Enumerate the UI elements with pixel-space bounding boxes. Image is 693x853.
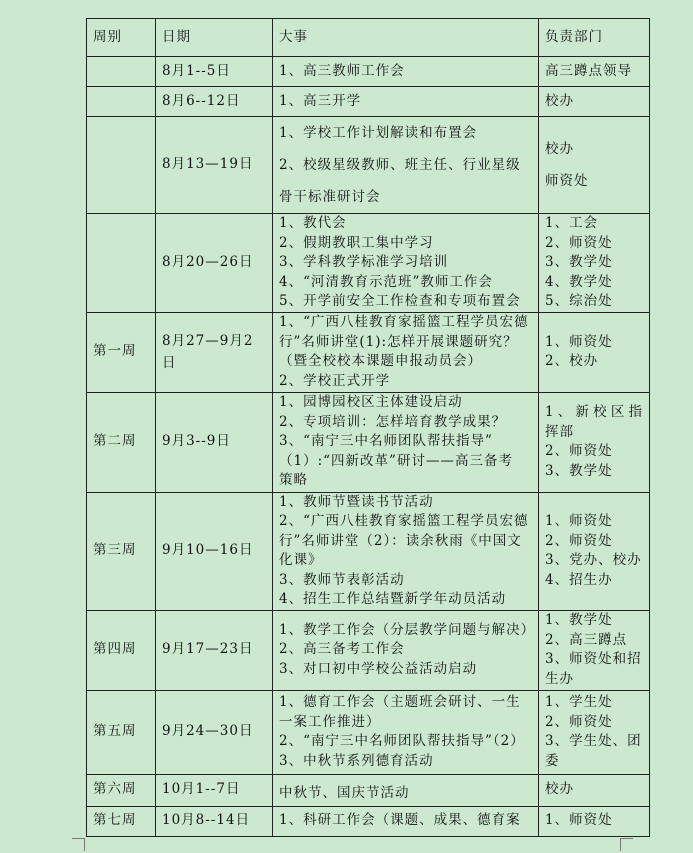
event-line: 1、科研工作会（课题、成果、德育案 (279, 812, 521, 829)
header-week: 周别 (87, 19, 156, 57)
table-row (87, 392, 650, 492)
event-line: 3、“南宁三中名师团队帮扶指导” (279, 433, 493, 450)
dept-cell (539, 214, 650, 313)
dept-line: 1、教学处 (545, 612, 613, 628)
event-line: 2、校级星级教师、班主任、行业星级 (279, 157, 521, 173)
header-date: 日期 (156, 19, 273, 57)
event-line: 1、园博园校区主体建设启动 (279, 394, 463, 411)
dept-line: 师资处 (545, 173, 589, 189)
dept-line: 2、师资处 (545, 532, 613, 549)
event-cell (273, 392, 539, 492)
table-row (87, 690, 650, 774)
week-cell: 第四周 (87, 610, 156, 690)
event-cell (273, 774, 539, 806)
date-cell: 9月24—30日 (156, 690, 273, 774)
week-cell: 第一周 (87, 312, 156, 392)
date-cell: 9月10—16日 (156, 492, 273, 610)
event-line: 一案工作推进） (279, 713, 381, 730)
dept-cell (539, 87, 650, 117)
table-row (87, 117, 650, 214)
week-cell: 第二周 (87, 392, 156, 492)
event-cell (273, 492, 539, 610)
header-row (87, 19, 650, 57)
event-line: 4、“河清教育示范班”教师工作会 (279, 273, 493, 290)
event-line: 1、高三教师工作会 (279, 62, 405, 79)
dept-cell (539, 492, 650, 610)
event-line: 3、对口初中学校公益活动启动 (279, 660, 478, 677)
dept-line: 1、新校区指 (545, 404, 643, 420)
event-line: 3、教师节表彰活动 (279, 571, 405, 588)
dept-line: 2、校办 (545, 353, 599, 369)
date-cell: 8月27—9月2日 (156, 312, 273, 392)
dept-line: 校办 (545, 781, 574, 798)
dept-line: 高三蹲点领导 (545, 62, 632, 79)
event-line: 3、学科教学标准学习培训 (279, 254, 449, 270)
week-cell: 第七周 (87, 806, 156, 836)
event-cell (273, 806, 539, 836)
event-line: 行”名师讲堂(1):怎样开展课题研究？ (279, 333, 518, 350)
dept-line: 生办 (545, 670, 574, 687)
week-cell: 第六周 (87, 774, 156, 806)
dept-cell (539, 690, 650, 774)
dept-cell (539, 806, 650, 836)
table-row (87, 214, 650, 313)
schedule-table (86, 18, 650, 837)
dept-line: 3、教学处 (545, 462, 613, 479)
event-line: 化课》 (279, 552, 323, 568)
event-line: （暨全校校本课题申报动员会） (279, 353, 482, 369)
table-row (87, 312, 650, 392)
event-cell (273, 690, 539, 774)
week-cell (87, 57, 156, 87)
event-line: 5、开学前安全工作检查和专项布置会 (279, 293, 521, 309)
date-cell: 8月6--12日 (156, 87, 273, 117)
header-event: 大事 (273, 19, 539, 57)
event-cell (273, 117, 539, 214)
dept-cell (539, 117, 650, 214)
week-cell (87, 214, 156, 313)
dept-line: 2、师资处 (545, 443, 613, 459)
event-line: 2、专项培训：怎样培育教学成果？ (279, 413, 507, 430)
event-line: （1）:“四新改革”研讨——高三备考 (279, 452, 513, 469)
date-cell: 8月1--5日 (156, 57, 273, 87)
event-line: 2、高三备考工作会 (279, 641, 405, 658)
dept-line: 3、党办、校办 (545, 552, 642, 568)
dept-cell (539, 610, 650, 690)
dept-line: 1、工会 (545, 215, 599, 231)
event-line: 2、学校正式开学 (279, 372, 391, 389)
dept-line: 校办 (545, 141, 574, 157)
dept-line: 2、师资处 (545, 713, 613, 730)
event-cell (273, 610, 539, 690)
date-cell: 8月20—26日 (156, 214, 273, 313)
date-cell: 9月17—23日 (156, 610, 273, 690)
event-line: 骨干标准研讨会 (279, 189, 381, 205)
dept-line: 1、学生处 (545, 694, 613, 710)
event-line: 策略 (279, 472, 308, 489)
dept-cell (539, 312, 650, 392)
dept-line: 3、学生处、团 (545, 733, 642, 749)
dept-cell (539, 57, 650, 87)
table-row (87, 774, 650, 806)
date-cell: 8月13—19日 (156, 117, 273, 214)
dept-line: 1、师资处 (545, 812, 613, 829)
event-line: 1、“广西八桂教育家摇篮工程学员宏德 (279, 314, 529, 330)
event-line: 2、假期教职工集中学习 (279, 234, 434, 251)
event-cell (273, 312, 539, 392)
event-line: 1、德育工作会（主题班会研讨、一生 (279, 694, 521, 710)
event-line: 1、学校工作计划解读和布置会 (279, 125, 478, 141)
dept-line: 3、师资处和招 (545, 651, 642, 667)
dept-line: 2、师资处 (545, 234, 613, 251)
dept-cell (539, 392, 650, 492)
date-cell: 9月3--9日 (156, 392, 273, 492)
table-row (87, 87, 650, 117)
date-cell: 10月1--7日 (156, 774, 273, 806)
week-cell: 第五周 (87, 690, 156, 774)
table-row (87, 57, 650, 87)
event-cell (273, 57, 539, 87)
dept-line: 4、教学处 (545, 273, 613, 290)
event-line: 2、“南宁三中名师团队帮扶指导”（2） (279, 733, 525, 749)
table-row (87, 610, 650, 690)
week-cell (87, 117, 156, 214)
dept-line: 挥部 (545, 423, 574, 440)
page-corner-mark (72, 838, 85, 851)
week-cell (87, 87, 156, 117)
header-dept: 负责部门 (539, 19, 650, 57)
page-corner-mark (620, 838, 633, 851)
dept-line: 4、招生办 (545, 571, 613, 588)
event-line: 1、教代会 (279, 215, 347, 231)
dept-line: 5、综治处 (545, 293, 613, 309)
event-line: 1、教师节暨读书节活动 (279, 493, 434, 510)
dept-line: 1、师资处 (545, 513, 613, 529)
event-line: 4、招生工作总结暨新学年动员活动 (279, 591, 507, 607)
dept-line: 委 (545, 752, 560, 769)
event-cell (273, 87, 539, 117)
week-cell: 第三周 (87, 492, 156, 610)
dept-line: 校办 (545, 92, 574, 109)
event-line: 1、教学工作会（分层教学问题与解决） (279, 621, 536, 638)
table-row (87, 806, 650, 836)
table-row (87, 492, 650, 610)
dept-line: 3、教学处 (545, 254, 613, 270)
date-cell: 10月8--14日 (156, 806, 273, 836)
event-line: 行”名师讲堂（2）：读余秋雨《中国文 (279, 532, 522, 549)
dept-line: 1、师资处 (545, 333, 613, 350)
dept-cell (539, 774, 650, 806)
event-line: 3、中秋节系列德育活动 (279, 752, 434, 769)
event-cell (273, 214, 539, 313)
event-line: 1、高三开学 (279, 92, 362, 109)
dept-line: 2、高三蹲点 (545, 631, 628, 648)
event-line: 2、“广西八桂教育家摇篮工程学员宏德 (279, 513, 529, 529)
event-line: 中秋节、国庆节活动 (279, 785, 410, 801)
